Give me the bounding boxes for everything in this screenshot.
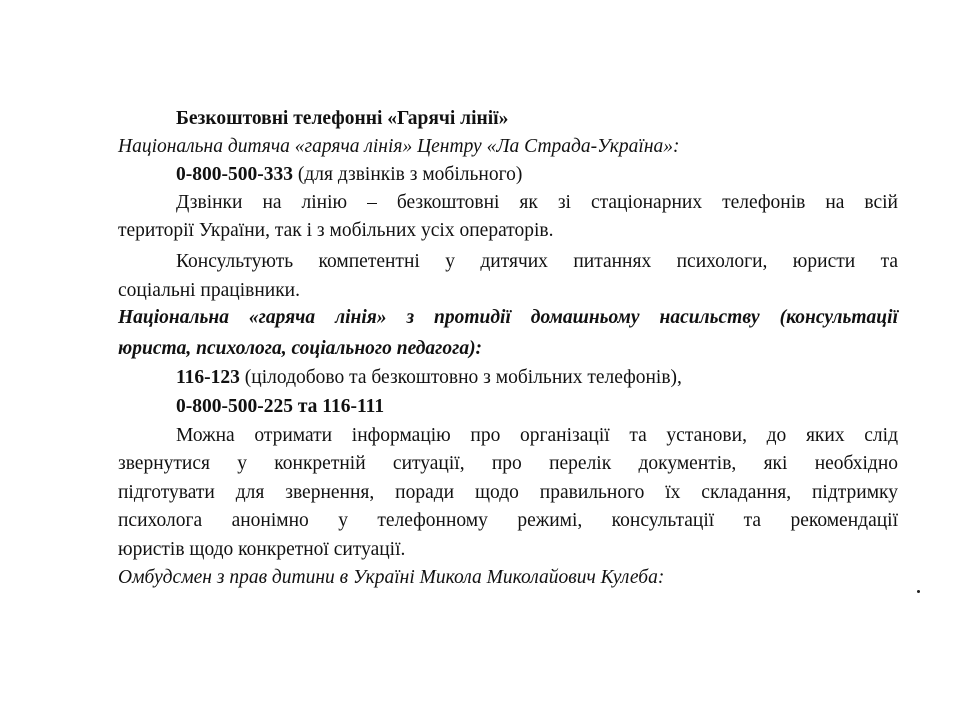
violence-hotline-phone1-line [176,366,682,390]
violence-para-line4: психолога анонімно у телефонному режимі, консультації та рекомендації [118,510,898,531]
violence-hotline-phone2: 0-800-500-225 та 116-111 [176,396,385,417]
children-para2-line2: соціальні працівники. [118,280,300,301]
children-hotline-phone-line [176,163,522,187]
violence-hotline-heading-line2: юриста, психолога, соціального педагога): [118,338,483,359]
children-para2-line1: Консультують компетентні у дитячих питаннях психологи, юристи та [176,251,898,272]
violence-para-line3: підготувати для звернення, поради щодо правильного їх складання, підтримку [118,482,898,503]
document-title: Безкоштовні телефонні «Гарячі лінії» [176,108,509,129]
violence-para-line1: Можна отримати інформацію про організації та установи, до яких слід [176,425,898,446]
children-hotline-phone: 0-800-500-333 [176,164,293,185]
scan-speck [917,590,920,593]
children-para1-line1: Дзвінки на лінію – безкоштовні як зі стаціонарних телефонів на всій [176,192,898,213]
children-para1-line2: території України, так і з мобільних усіх операторів. [118,220,554,241]
violence-hotline-heading-line1: Національна «гаряча лінія» з протидії домашньому насильству (консультації [118,307,898,328]
violence-para-line5: юристів щодо конкретної ситуації. [118,539,406,560]
violence-para-line2: звернутися у конкретній ситуації, про перелік документів, які необхідно [118,453,898,474]
children-hotline-phone-note: (для дзвінків з мобільного) [292,164,523,185]
violence-hotline-phone1: 116-123 [176,367,240,388]
ombudsman-heading: Омбудсмен з прав дитини в Україні Микола Миколайович Кулеба: [118,567,665,588]
children-hotline-heading: Національна дитяча «гаряча лінія» Центру «Ла Страда-Україна»: [118,136,680,157]
violence-hotline-phone1-note: (цілодобово та безкоштовно з мобільних телефонів), [239,367,682,388]
